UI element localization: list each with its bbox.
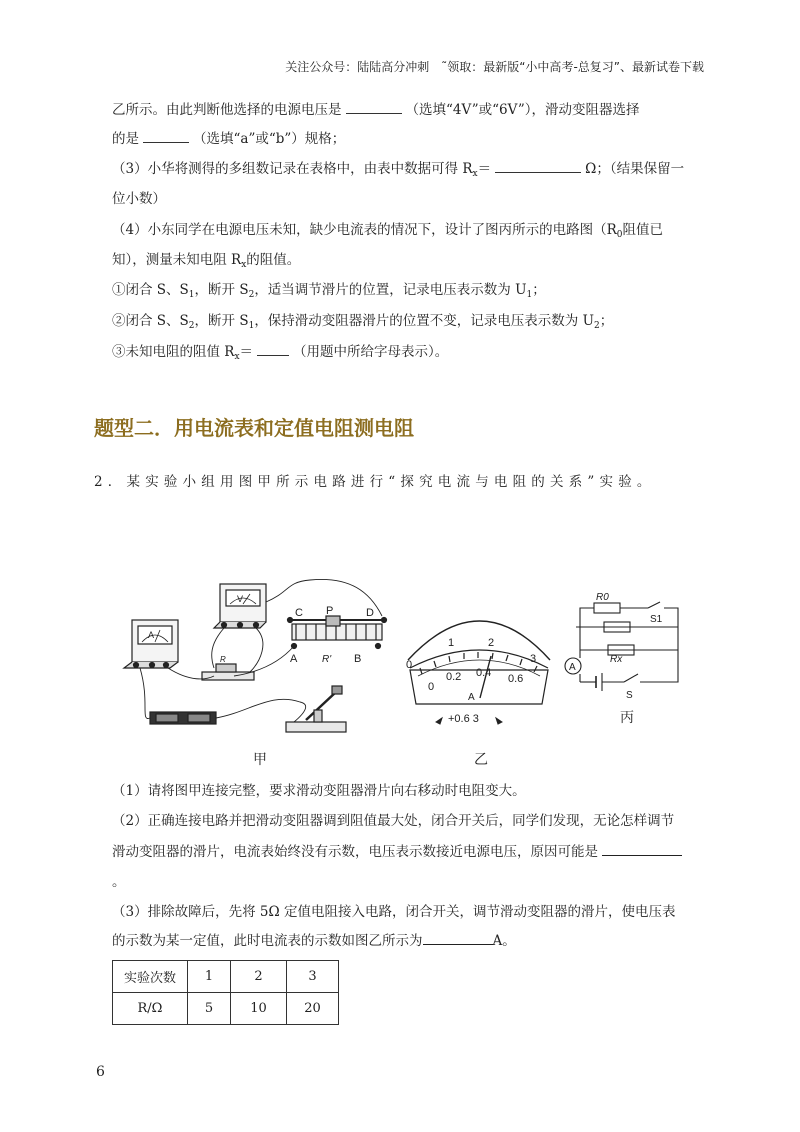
answer-blank[interactable] [346,101,402,114]
rheostat-b-label: B [354,653,362,665]
answer-blank[interactable] [423,932,493,945]
table-cell: 10 [231,993,287,1025]
rheostat-a-label: A [290,653,298,665]
table-cell: 2 [231,961,287,993]
dial-bottom-3: 0.6 [508,673,524,685]
rheostat-d-label: D [366,607,374,619]
figure-jia [124,579,387,732]
q2-part-1: （1）请将图甲连接完整，要求滑动变阻器滑片向右移动时电阻变大。 [112,783,526,799]
dial-terminals: +0.6 3 [448,713,479,725]
rheostat-c-label: C [295,607,303,619]
q2-part-3a: （3）排除故障后，先将 5Ω 定值电阻接入电路，闭合开关，调节滑动变阻器的滑片，使电压表 [112,904,676,920]
circuit-r0-label: R0 [596,592,609,603]
voltmeter-label: V [237,594,244,604]
dial-top-3: 3 [530,653,537,665]
circuit-s1-label: S1 [650,614,663,625]
dial-top-0: 0 [406,659,413,671]
circuit-ammeter-label: A [569,662,576,673]
dial-bottom-0: 0 [428,681,435,693]
q2-part-2b: 滑动变阻器的滑片，电流表始终没有示数，电压表示数接近电源电压，原因可能是 [112,843,686,861]
dial-bottom-2: 0.4 [476,667,492,679]
circuit-rx-label: Rx [610,654,623,665]
q1-line-2: 的是 （选填“a”或“b”）规格； [112,131,346,147]
circuit-s-label: S [626,690,633,701]
q2-part-2c: 。 [112,874,126,890]
figure-jia-label: 甲 [253,752,267,768]
table-cell: 3 [287,961,339,993]
q1-line-4: 位小数） [112,191,166,207]
dial-top-2: 2 [488,637,495,649]
figure-yi-label: 乙 [474,752,488,768]
rheostat-p-label: P [326,605,334,617]
table-cell: R/Ω [113,993,188,1025]
table-cell: 5 [188,993,231,1025]
answer-blank[interactable] [602,843,682,856]
q1-line-5: （4）小东同学在电源电压未知，缺少电流表的情况下，设计了图丙所示的电路图（$R_0$阻值已 [112,222,663,240]
ammeter-label: A [148,630,155,640]
page-header: 关注公众号：陆陆高分冲刺 ˜领取：最新版“小中高考-总复习”、最新试卷下载 [285,60,704,74]
dial-bottom-1: 0.2 [446,671,462,683]
rheostat-device [288,616,387,649]
figure-bing-label: 丙 [620,710,634,726]
q1-step-2: ②闭合 S、$S_2$，断开 $S_1$，保持滑动变阻器滑片的位置不变，记录电压表示数为 $U_2$； [112,313,614,331]
q1-line-1: 乙所示。由此判断他选择的电源电压是 （选填“4V”或“6V”），滑动变阻器选择 [112,102,640,118]
q1-line-3: （3）小华将测得的多组数记录在表格中，由表中数据可得 $R_x= \Omega$；（结果保留一 [112,161,685,179]
experiment-figures [110,572,700,782]
rheostat-r-label: R' [322,654,332,665]
q2-intro: 2．某实验小组用图甲所示电路进行“探究电流与电阻的关系”实验。 [94,474,656,490]
table-cell: 20 [287,993,339,1025]
page-number: 6 [96,1064,105,1080]
table-cell: 实验次数 [113,961,188,993]
data-table [112,960,339,1025]
section-title: 题型二．用电流表和定值电阻测电阻 [94,416,414,440]
resistor-label: R [220,655,226,664]
table-row [113,961,339,993]
dial-top-1: 1 [448,637,455,649]
ammeter-device [124,620,178,668]
q2-part-2a: （2）正确连接电路并把滑动变阻器调到阻值最大处，闭合开关后，同学们发现，无论怎样调节 [112,813,675,829]
answer-blank[interactable] [257,343,289,356]
q2-part-3b: 的示数为某一定值，此时电流表的示数如图乙所示为 A。 [112,933,516,949]
q1-step-1: ①闭合 S、$S_1$，断开 $S_2$，适当调节滑片的位置，记录电压表示数为 $U_1$； [112,282,546,300]
q1-line-6: 知），测量未知电阻 $R_x$的阻值。 [112,252,301,270]
table-cell: 1 [188,961,231,993]
table-row [113,993,339,1025]
q1-step-3: ③未知电阻的阻值 $R_x=$ （用题中所给字母表示）。 [112,344,449,362]
answer-blank[interactable] [495,160,581,173]
answer-blank[interactable] [143,130,189,143]
voltmeter-device [214,584,266,628]
dial-unit: A [468,692,475,703]
